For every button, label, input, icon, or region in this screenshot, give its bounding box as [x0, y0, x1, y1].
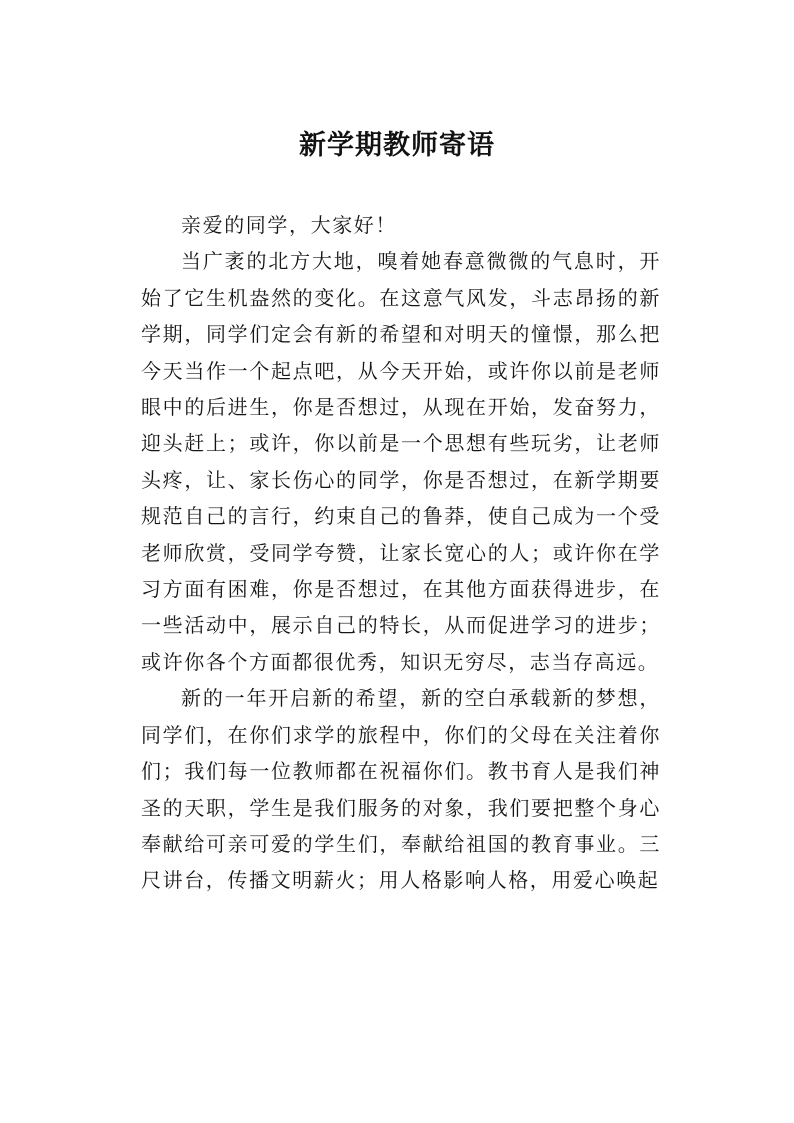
body-paragraph-1: 当广袤的北方大地，嗅着她春意微微的气息时，开始了它生机盎然的变化。在这意气风发，斗志昂扬的新学期，同学们定会有新的希望和对明天的憧憬，那么把今天当作一个起点吧，从今天开始，或许你以前是老师眼中的后进生，你是否想过，从现在开始，发奋努力，迎头赶上；或许，你以前是一个思想有些玩劣，让老师头疼，让、家长伤心的同学，你是否想过，在新学期要规范自己的言行，约束自己的鲁莽，使自己成为一个受老师欣赏，受同学夸赞，让家长宽心的人；或许你在学习方面有困难，你是否想过，在其他方面获得进步，在一些活动中，展示自己的特长，从而促进学习的进步；或许你各个方面都很优秀，知识无穷尽，志当存高远。	[141, 249, 661, 674]
greeting-paragraph: 亲爱的同学，大家好！	[181, 213, 397, 237]
body-paragraph-2: 新的一年开启新的希望，新的空白承载新的梦想，同学们，在你们求学的旅程中，你们的父母在关注着你们；我们每一位教师都在祝福你们。教书育人是我们神圣的天职，学生是我们服务的对象，我们要把整个身心奉献给可亲可爱的学生们，奉献给祖国的教育事业。三尺讲台，传播文明薪火；用人格影响人格，用爱心唤起	[141, 686, 661, 893]
document-body	[141, 207, 661, 899]
document-title: 新学期教师寄语	[299, 130, 495, 162]
